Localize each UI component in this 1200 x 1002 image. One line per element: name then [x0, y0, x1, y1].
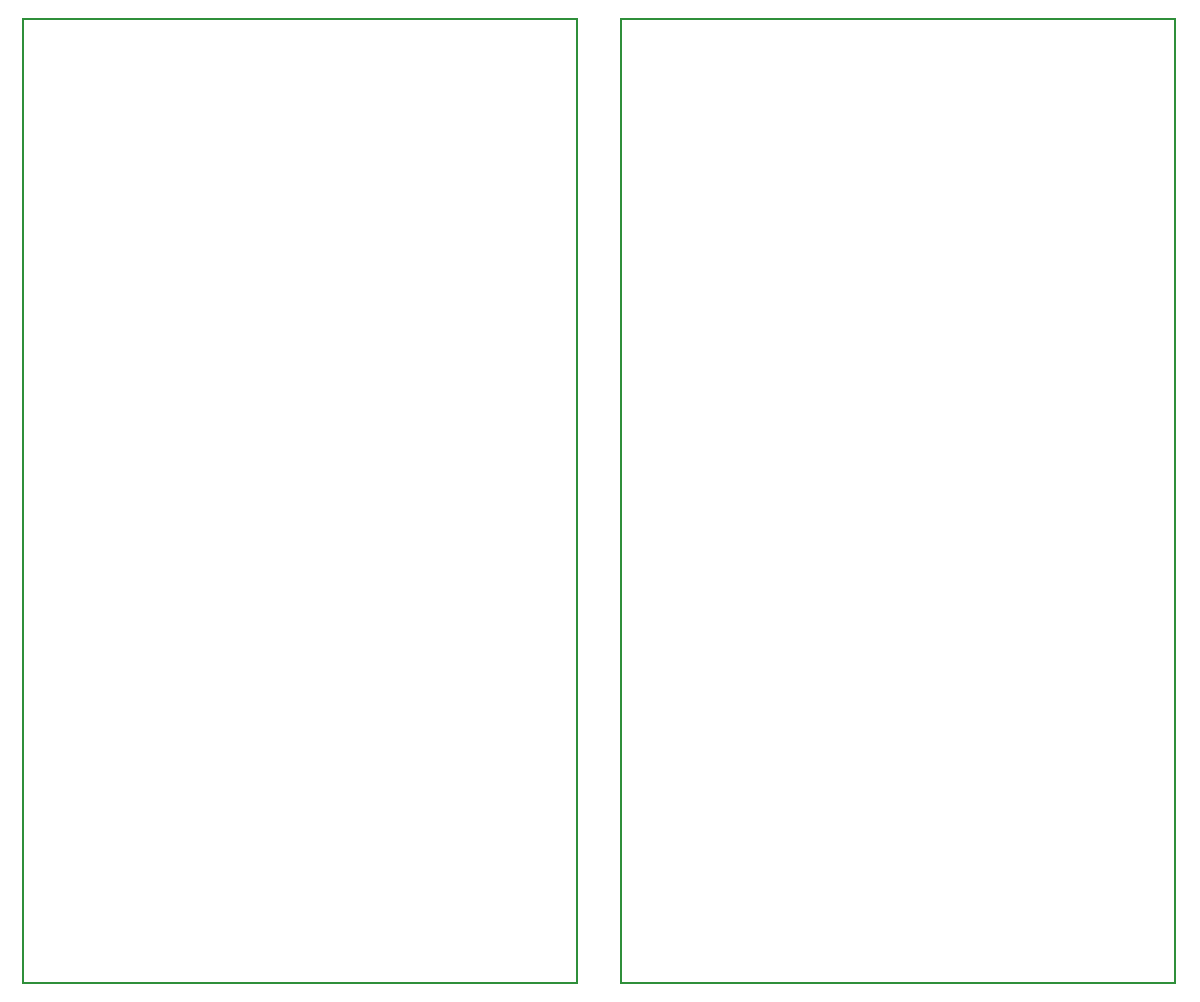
sunday-worship-column: [30, 26, 304, 976]
bulletin-page-left: [22, 18, 578, 984]
church-news-column: [628, 26, 924, 976]
bulletin-page-right: [620, 18, 1176, 984]
offering-info-column: [930, 26, 1170, 976]
other-services-column: [310, 26, 572, 976]
